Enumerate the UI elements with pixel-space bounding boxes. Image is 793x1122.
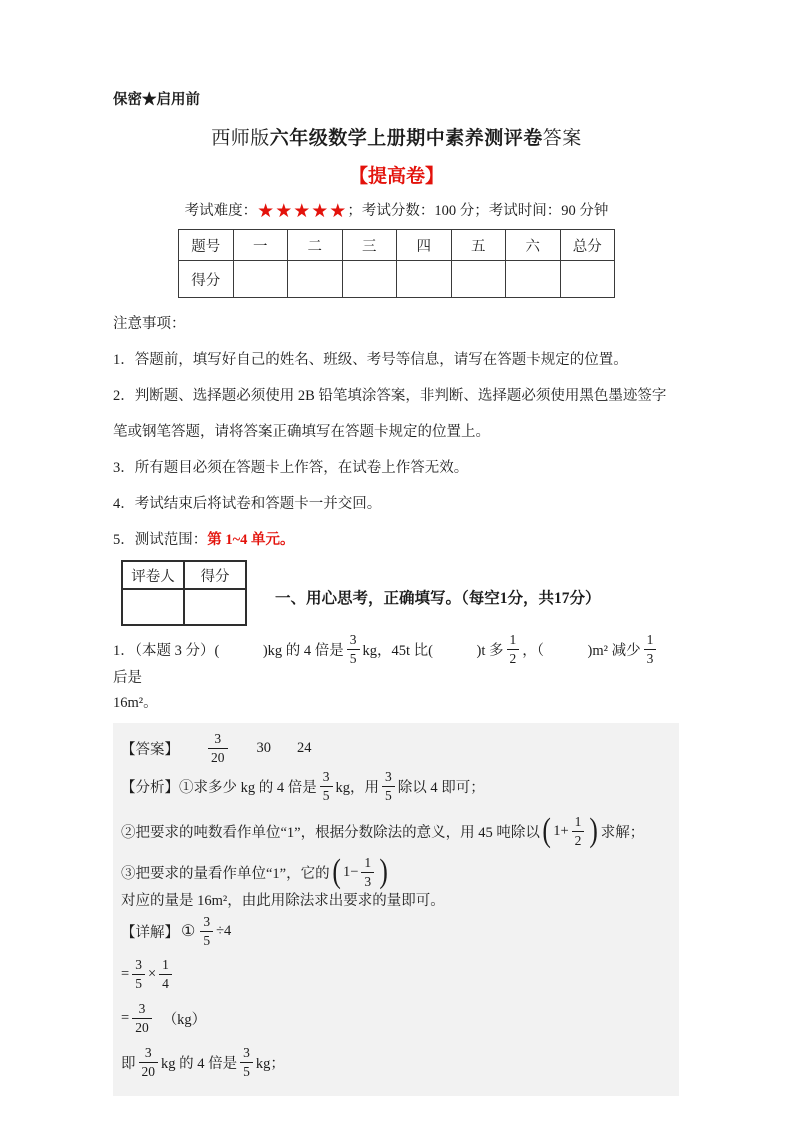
score-header-cell: 总分 (560, 230, 615, 261)
meta-rest: ；考试分数：100 分；考试时间：90 分钟 (347, 203, 609, 219)
fraction-3-5: $\frac{3}{5}$ (320, 769, 333, 803)
fraction-3-20: $\frac{3}{20}$ (139, 1045, 159, 1079)
right-paren: ) (379, 853, 389, 891)
conclusion-text: kg 的 4 倍是 (161, 1055, 238, 1072)
grader-table-empty-row (122, 589, 246, 625)
answer-label: 【答案】 (121, 741, 179, 758)
left-paren: ( (332, 853, 341, 891)
times-sign: × (147, 965, 157, 982)
question-1-text: ，（ )m² 减少 (522, 642, 641, 659)
question-1-text: 16m²。 (113, 694, 158, 711)
fraction-1-3: $\frac{1}{3}$ (361, 855, 374, 889)
score-cell-empty (233, 261, 288, 298)
page-title (113, 123, 680, 150)
question-1-text: 后是 (113, 670, 142, 687)
difficulty-stars-icon: ★★★★★ (257, 201, 348, 222)
left-paren: ( (542, 812, 551, 850)
analysis-text: 对应的量是 16m²，由此用除法求出要求的量即可。 (121, 893, 445, 910)
analysis-text: 1− (342, 863, 359, 880)
equals-sign: = (121, 965, 130, 982)
notes-title: 注意事项： (113, 316, 186, 332)
note-item-5-prefix: 5．测试范围： (113, 532, 208, 548)
analysis-text: 1+ (553, 822, 569, 839)
grader-score-table (121, 560, 247, 626)
grader-cell-empty (122, 589, 184, 625)
circled-one: ① (181, 923, 196, 941)
fraction-3-5: $\frac{3}{5}$ (347, 632, 360, 666)
note-item (113, 522, 680, 558)
analysis-line-1 (121, 765, 671, 807)
score-table-header-row (179, 230, 615, 261)
grader-cell-empty (184, 589, 246, 625)
analysis-text: 求解； (600, 824, 645, 841)
score-summary-table (178, 229, 615, 298)
right-paren: ) (589, 812, 599, 850)
fraction-1-2: $\frac{1}{2}$ (572, 814, 585, 848)
exam-meta-line (113, 199, 680, 223)
answer-value-3: 24 (297, 739, 312, 756)
fraction-3-20: $\frac{3}{20}$ (132, 1001, 152, 1035)
difficulty-label: 考试难度： (184, 203, 258, 219)
note-item: 2．判断题、选择题必须使用 2B 铅笔填涂答案，非判断、选择题必须使用黑色墨迹签字笔或钢笔答题，请将答案正确填写在答题卡规定的位置上。 (113, 388, 667, 440)
score-table-value-row (179, 261, 615, 298)
score-cell-empty (397, 261, 452, 298)
analysis-line-3 (121, 855, 671, 910)
question-1-text: kg，45t 比( )t 多 (362, 642, 504, 659)
fraction-3-20: $\frac{3}{20}$ (208, 731, 228, 765)
score-header-cell: 五 (451, 230, 506, 261)
analysis-text: ①求多少 kg 的 4 倍是 (179, 779, 317, 796)
conclusion-text: kg； (255, 1055, 285, 1072)
grader-section (113, 560, 680, 626)
score-header-cell: 二 (288, 230, 343, 261)
analysis-text: kg，用 (335, 779, 379, 796)
score-header-cell: 三 (342, 230, 397, 261)
test-scope-highlight: 第 1~4 单元。 (207, 532, 295, 548)
grader-table-header-row (122, 561, 246, 589)
analysis-text: ③把要求的量看作单位“1”，它的 (121, 865, 330, 882)
title-suffix: 答案 (542, 128, 582, 149)
score-cell-empty (560, 261, 615, 298)
score-row-label: 得分 (179, 261, 234, 298)
confidential-notice: 保密★启用前 (113, 92, 200, 108)
detail-text: ÷4 (216, 922, 232, 939)
question-1-line-1 (113, 632, 680, 687)
fraction-3-5: $\frac{3}{5}$ (132, 957, 145, 991)
score-col-label: 得分 (184, 561, 246, 589)
answer-explanation-block (113, 723, 679, 1096)
title-main: 六年级数学上册期中素养测评卷 (269, 128, 543, 149)
equals-sign: = (121, 1009, 130, 1026)
exam-notes (113, 306, 680, 558)
fraction-1-4: $\frac{1}{4}$ (159, 957, 172, 991)
score-header-cell: 一 (233, 230, 288, 261)
score-cell-empty (451, 261, 506, 298)
fraction-1-2: $\frac{1}{2}$ (507, 632, 520, 666)
score-cell-empty (506, 261, 561, 298)
score-cell-empty (288, 261, 343, 298)
grader-col-label: 评卷人 (122, 561, 184, 589)
answer-value-2: 30 (256, 739, 271, 756)
note-item: 1．答题前，填写好自己的姓名、班级、考号等信息，请写在答题卡规定的位置。 (113, 352, 628, 368)
question-1-text: 1．（本题 3 分）( )kg 的 4 倍是 (113, 642, 344, 659)
detail-label: 【详解】 (121, 924, 179, 941)
fraction-3-5: $\frac{3}{5}$ (382, 769, 395, 803)
note-item: 3．所有题目必须在答题卡上作答，在试卷上作答无效。 (113, 460, 469, 476)
answer-line (121, 731, 671, 765)
analysis-text: 除以 4 即可； (397, 779, 485, 796)
analysis-text: ②把要求的吨数看作单位“1”，根据分数除法的意义，用 45 吨除以 (121, 824, 540, 841)
detail-line-1 (121, 910, 671, 952)
paper-level-badge: 【提高卷】 (348, 166, 444, 187)
section-1-title: 一、用心思考，正确填写。（每空1分，共17分） (275, 590, 601, 607)
detail-line-3 (121, 996, 671, 1040)
score-header-cell: 题号 (179, 230, 234, 261)
detail-text: （kg） (162, 1011, 207, 1028)
question-1 (113, 632, 680, 715)
title-prefix: 西师版 (211, 128, 270, 149)
note-item: 4．考试结束后将试卷和答题卡一并交回。 (113, 496, 382, 512)
score-header-cell: 六 (506, 230, 561, 261)
conclusion-line (121, 1040, 671, 1084)
fraction-3-5: $\frac{3}{5}$ (240, 1045, 253, 1079)
fraction-3-5: $\frac{3}{5}$ (200, 914, 213, 948)
analysis-label: 【分析】 (121, 779, 179, 796)
score-cell-empty (342, 261, 397, 298)
conclusion-text: 即 (121, 1055, 136, 1072)
question-1-line-2 (113, 687, 680, 715)
fraction-1-3: $\frac{1}{3}$ (644, 632, 657, 666)
detail-line-2 (121, 952, 671, 996)
analysis-line-2 (121, 807, 671, 855)
score-header-cell: 四 (397, 230, 452, 261)
